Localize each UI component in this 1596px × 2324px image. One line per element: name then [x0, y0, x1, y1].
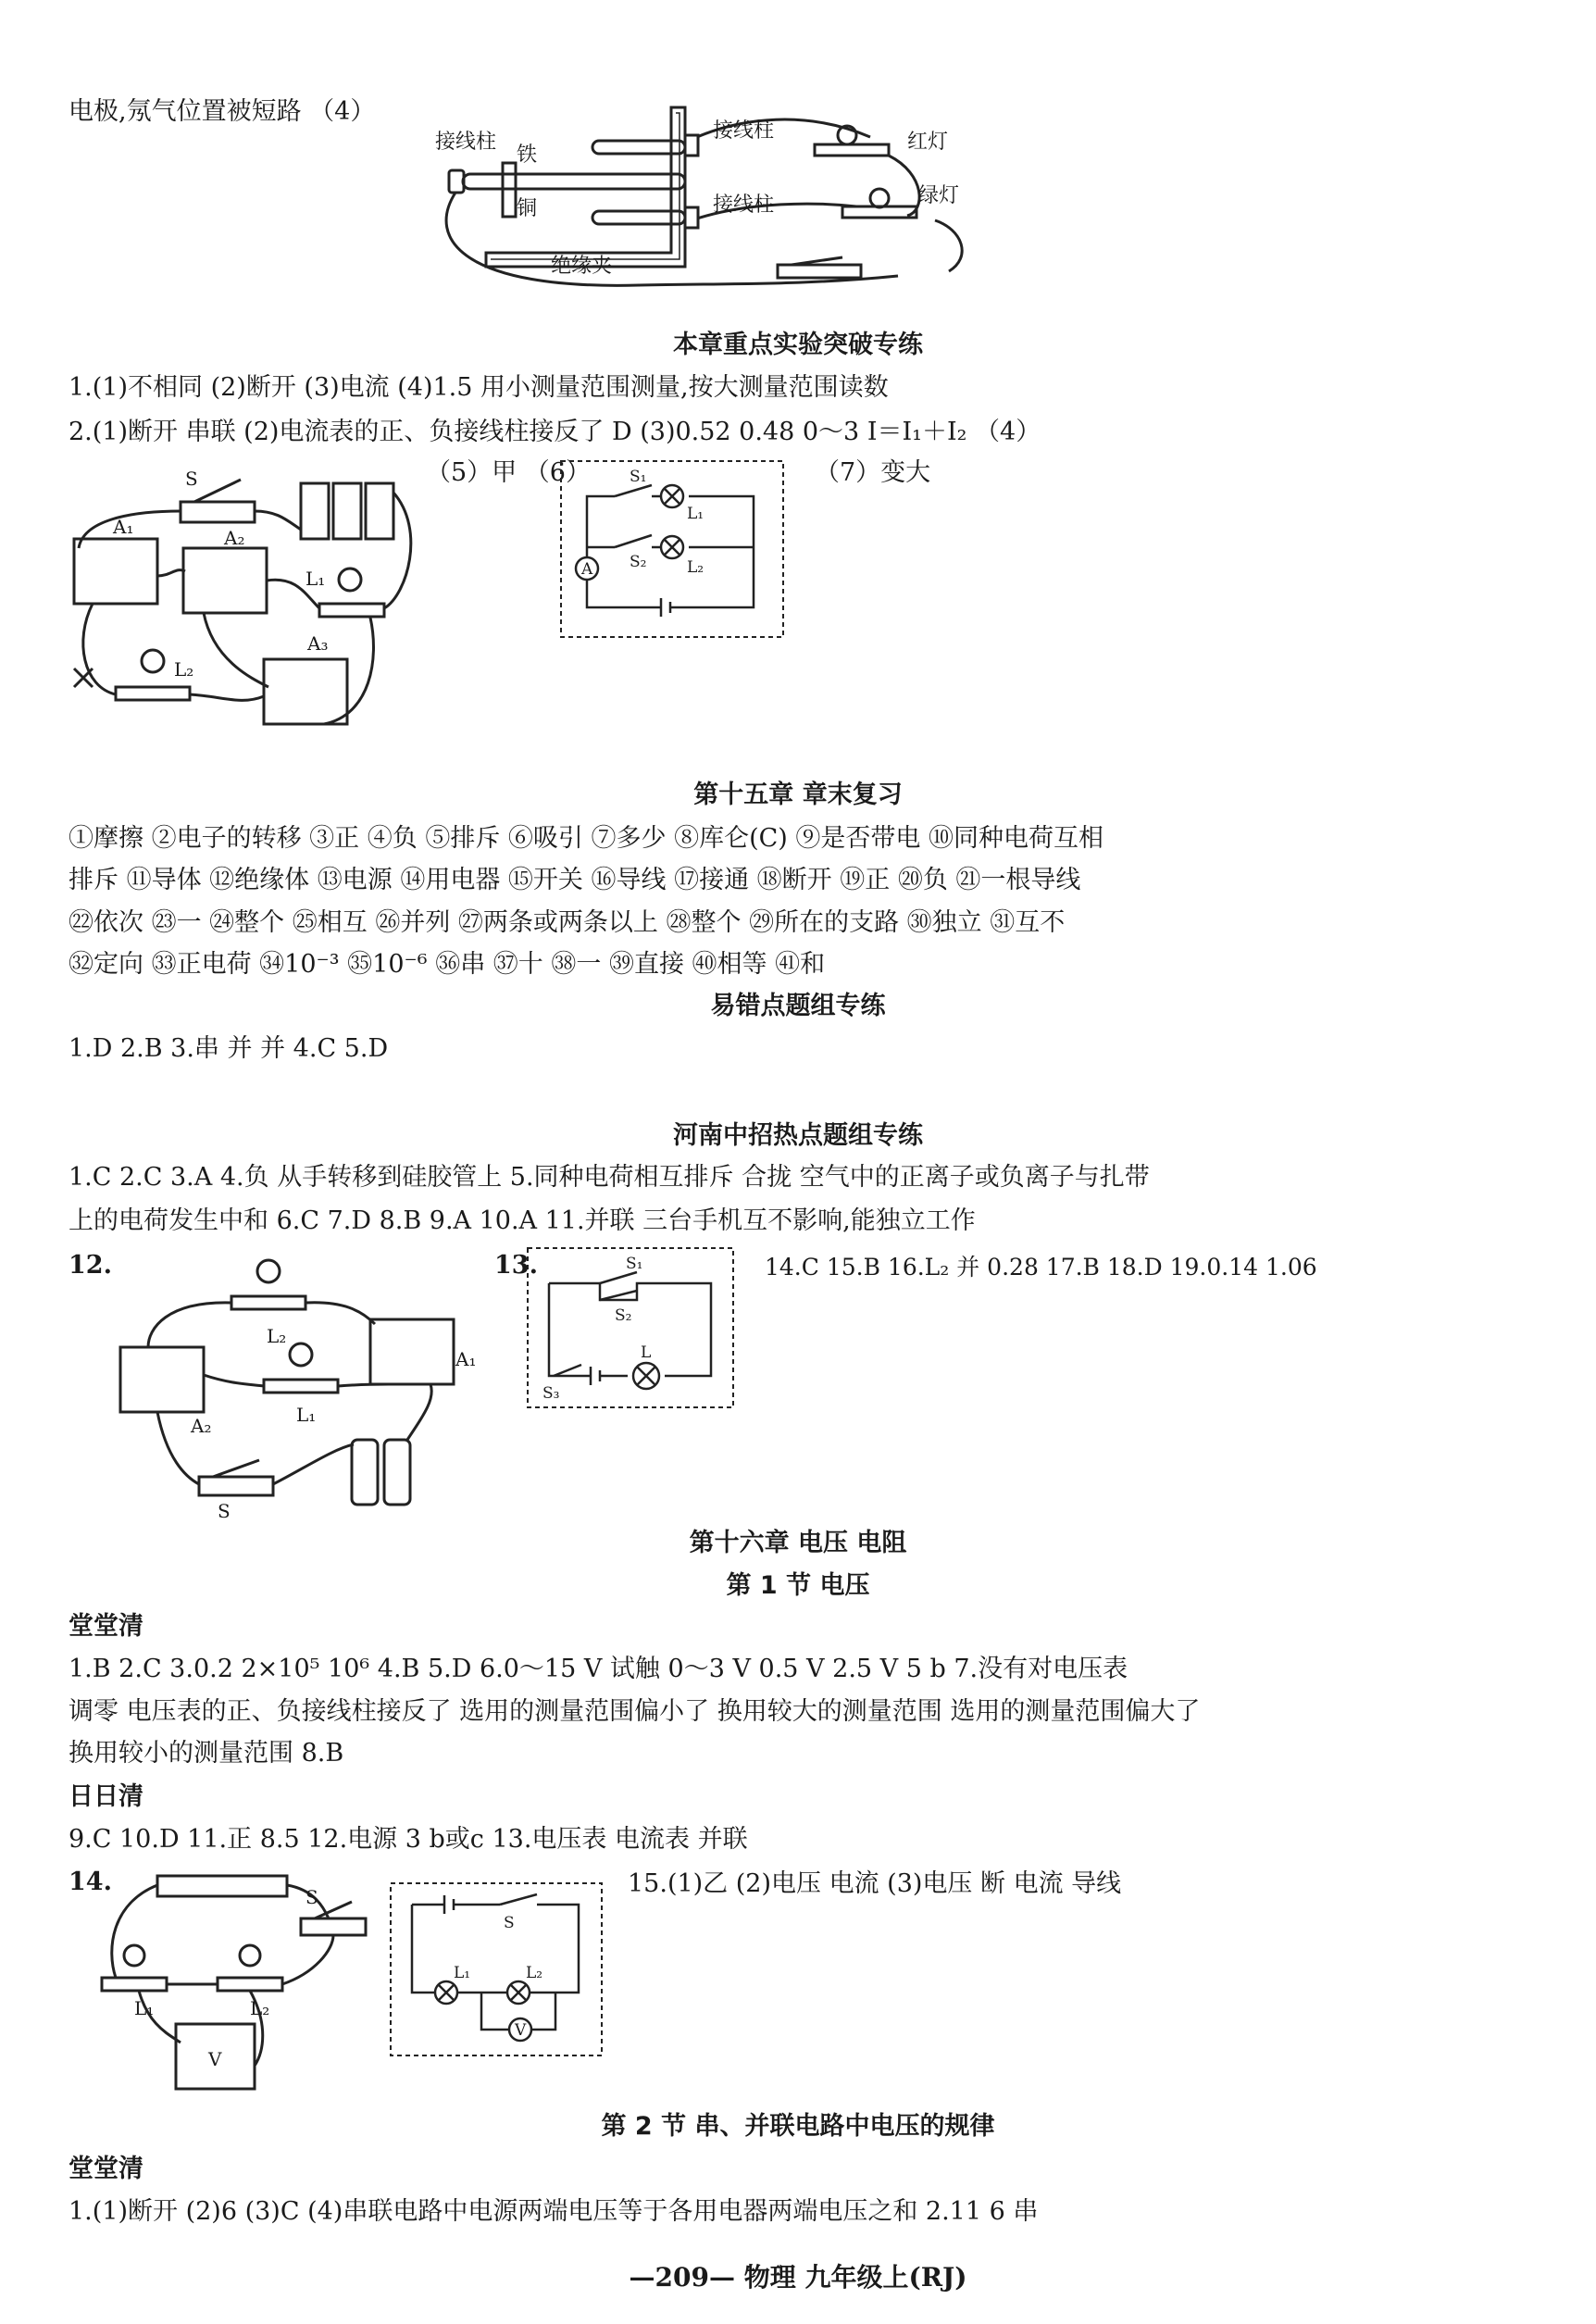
- fig-b-s1: S₁: [630, 468, 647, 486]
- fig13-l: L: [641, 1343, 652, 1362]
- label-red-lamp: 红灯: [907, 131, 949, 154]
- ch15-line-4: ㉜定向 ㉝正电荷 ㉞10⁻³ ㉟10⁻⁶ ㊱串 ㊲十 ㊳一 ㊴直接 ㊵相等 ㊶和: [69, 950, 826, 979]
- fig14-l2: L₂: [250, 1997, 270, 2019]
- chapter-16-title: 第十六章 电压 电阻: [689, 1529, 907, 1557]
- chapter-16-section-1: 第 1 节 电压: [726, 1571, 870, 1600]
- ch16-line-4: 9.C 10.D 11.正 8.5 12.电源 3 b或c 13.电压表 电流表 并联: [69, 1825, 748, 1854]
- fig12-a1: A₁: [455, 1348, 477, 1370]
- ch16-q15: 15.(1)乙 (2)电压 电流 (3)电压 断 电流 导线: [628, 1869, 1122, 1898]
- fig-a-a1: A₁: [113, 516, 134, 538]
- section-title-experiment: 本章重点实验突破专练: [673, 331, 923, 359]
- fig13-s1: S₁: [626, 1255, 643, 1273]
- fig14b-s: S: [504, 1914, 515, 1932]
- subheading-ririqing: 日日清: [69, 1782, 143, 1811]
- fig-a-a2: A₂: [224, 527, 245, 549]
- henan-q14-onwards: 14.C 15.B 16.L₂ 并 0.28 17.B 18.D 19.0.14 1.06: [765, 1254, 1317, 1281]
- ch16-line-1: 1.B 2.C 3.0.2 2×10⁵ 10⁶ 4.B 5.D 6.0～15 V 试触 0～3 V 0.5 V 2.5 V 5 b 7.没有对电压表: [69, 1655, 1128, 1683]
- page-footer: —209— 物理 九年级上(RJ): [629, 2262, 967, 2293]
- circuit-schematic-14: [389, 1881, 604, 2057]
- label-post-left: 接线柱: [435, 131, 497, 154]
- exp-line-1: 1.(1)不相同 (2)断开 (3)电流 (4)1.5 用小测量范围测量,按大测量范围读数: [69, 373, 889, 402]
- circuit-physical-a: [65, 456, 417, 743]
- fig13-s3: S₃: [542, 1384, 560, 1403]
- henan-q12-label: 12.: [69, 1251, 112, 1280]
- label-clamp: 绝缘夹: [551, 255, 613, 278]
- label-post-mid: 接线柱: [713, 194, 775, 217]
- fig-b-l1: L₁: [687, 505, 704, 523]
- subheading-tangtangqing-2: 堂堂清: [69, 2155, 143, 2183]
- ch15-line-1: ①摩擦 ②电子的转移 ③正 ④负 ⑤排斥 ⑥吸引 ⑦多少 ⑧库仑(C) ⑨是否带电 ⑩同种电荷互相: [69, 824, 1103, 853]
- fig-a-a3: A₃: [307, 632, 329, 655]
- easy-line-1: 1.D 2.B 3.串 并 并 4.C 5.D: [69, 1034, 389, 1063]
- chapter-15-title: 第十五章 章末复习: [693, 781, 903, 809]
- answer-line-top: 电极,氖气位置被短路 （4）: [69, 97, 376, 126]
- fig12-s: S: [218, 1500, 231, 1522]
- henan-line-2: 上的电荷发生中和 6.C 7.D 8.B 9.A 10.A 11.并联 三台手机互不影响,能独立工作: [69, 1206, 976, 1235]
- circuit-physical-12: [111, 1245, 481, 1523]
- exp-line-3b: （7）变大: [815, 458, 931, 487]
- ch16-line-3: 换用较小的测量范围 8.B: [69, 1739, 344, 1768]
- circuit-schematic-13: [526, 1246, 735, 1409]
- exp-line-2: 2.(1)断开 串联 (2)电流表的正、负接线柱接反了 D (3)0.52 0.48 0～3 I＝I₁＋I₂ （4）: [69, 418, 1041, 446]
- fig-b-a: A: [581, 560, 593, 579]
- circuit-schematic-b: [559, 459, 785, 639]
- fig14b-l2: L₂: [526, 1964, 543, 1982]
- henan-line-1: 1.C 2.C 3.A 4.负 从手转移到硅胶管上 5.同种电荷相互排斥 合拢 空气中的正离子或负离子与扎带: [69, 1163, 1150, 1192]
- fig-a-l2: L₂: [174, 658, 194, 681]
- fig14-s: S: [305, 1886, 318, 1908]
- subheading-tangtangqing-1: 堂堂清: [69, 1612, 143, 1641]
- section-title-henan: 河南中招热点题组专练: [673, 1121, 923, 1150]
- ch16-line-2: 调零 电压表的正、负接线柱接反了 选用的测量范围偏小了 换用较大的测量范围 选用的测量范围偏大了: [69, 1697, 1201, 1726]
- section-title-easy-mistakes: 易错点题组专练: [710, 992, 886, 1020]
- electrode-diagram: [407, 100, 963, 294]
- fig14b-v: V: [515, 2021, 527, 2040]
- fig-b-l2: L₂: [687, 558, 704, 577]
- sec2-line-1: 1.(1)断开 (2)6 (3)C (4)串联电路中电源两端电压等于各用电器两端电压之和 2.11 6 串: [69, 2197, 1039, 2226]
- fig12-l1: L₁: [296, 1404, 317, 1426]
- fig12-l2: L₂: [267, 1325, 287, 1347]
- fig14b-l1: L₁: [454, 1964, 471, 1982]
- ch15-line-3: ㉒依次 ㉓一 ㉔整个 ㉕相互 ㉖并列 ㉗两条或两条以上 ㉘整个 ㉙所在的支路 ㉚独立 ㉛互不: [69, 908, 1066, 937]
- label-iron: 铁: [517, 144, 538, 167]
- ch16-q14-label: 14.: [69, 1868, 112, 1896]
- fig13-s2: S₂: [615, 1306, 632, 1325]
- section-2-title: 第 2 节 串、并联电路中电压的规律: [601, 2112, 995, 2141]
- fig-a-s: S: [185, 468, 198, 490]
- circuit-physical-14: [93, 1867, 370, 2098]
- henan-q13-label: 13.: [494, 1251, 538, 1280]
- label-post-top: 接线柱: [713, 119, 775, 143]
- exp-line-3a: （5）甲 （6）: [426, 458, 591, 487]
- fig-a-l1: L₁: [305, 568, 326, 590]
- label-green-lamp: 绿灯: [918, 184, 960, 207]
- fig14-v: V: [208, 2048, 222, 2070]
- ch15-line-2: 排斥 ⑪导体 ⑫绝缘体 ⑬电源 ⑭用电器 ⑮开关 ⑯导线 ⑰接通 ⑱断开 ⑲正 ⑳负 ㉑一根导线: [69, 866, 1081, 894]
- label-copper: 铜: [517, 197, 538, 220]
- fig12-a2: A₂: [191, 1415, 212, 1437]
- fig-b-s2: S₂: [630, 553, 647, 571]
- fig14-l1: L₁: [134, 1997, 155, 2019]
